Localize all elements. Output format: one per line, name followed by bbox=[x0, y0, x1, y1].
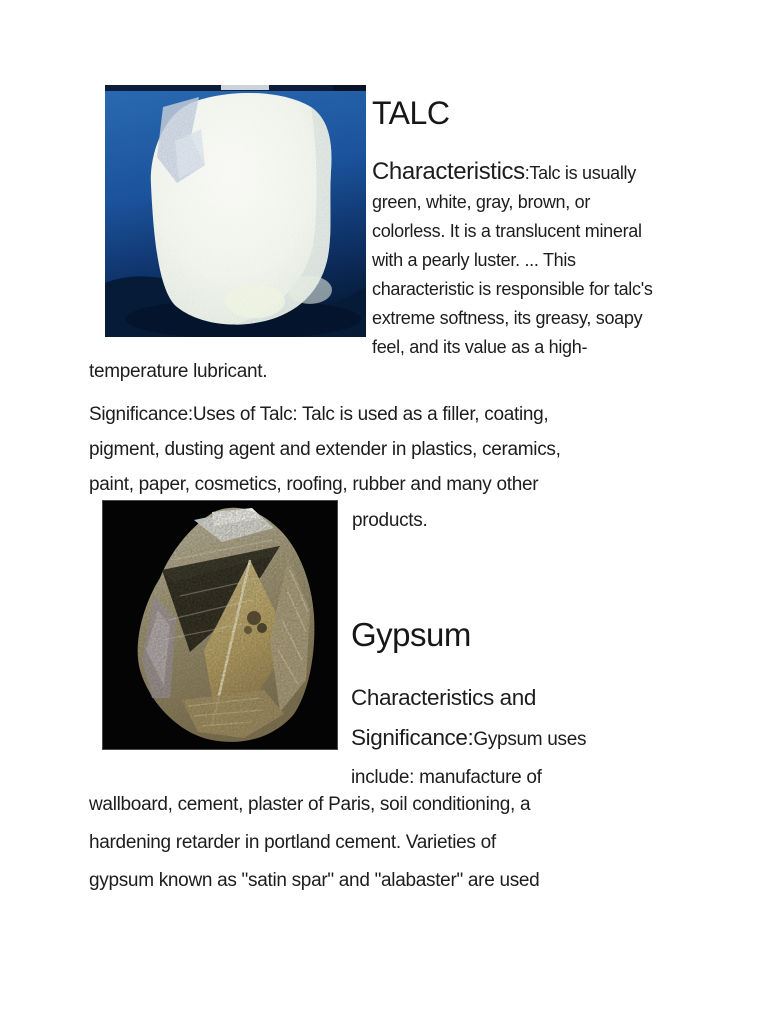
characteristics-and-label: Characteristics and bbox=[351, 685, 536, 710]
significance-label: Significance: bbox=[351, 725, 474, 750]
text-line: with a pearly luster. ... This bbox=[372, 250, 576, 270]
text-line: pigment, dusting agent and extender in plastics, ceramics, bbox=[89, 439, 561, 460]
talc-heading: TALC bbox=[372, 95, 450, 131]
text-line bbox=[351, 719, 586, 759]
talc-characteristics-paragraph bbox=[372, 157, 653, 362]
text-line bbox=[372, 157, 653, 188]
text-line: Significance:Uses of Talc: Talc is used as a filler, coating, bbox=[89, 404, 549, 425]
text-line: feel, and its value as a high- bbox=[372, 337, 588, 357]
gypsum-lead-paragraph bbox=[351, 679, 586, 797]
gypsum-heading: Gypsum bbox=[351, 616, 471, 653]
text-line: gypsum known as "satin spar" and "alabaster" are used bbox=[89, 870, 540, 891]
talc-photo-illustration bbox=[105, 85, 366, 337]
text-line: characteristic is responsible for talc's bbox=[372, 279, 653, 299]
gypsum-photo bbox=[102, 500, 338, 750]
talc-significance-wrap-line: products. bbox=[352, 510, 428, 531]
text-line bbox=[351, 679, 586, 719]
talc-photo bbox=[105, 85, 366, 337]
gypsum-photo-illustration bbox=[102, 500, 338, 750]
characteristics-label: Characteristics bbox=[372, 158, 525, 185]
talc-significance-paragraph bbox=[89, 397, 561, 502]
text-line: paint, paper, cosmetics, roofing, rubber and many other bbox=[89, 474, 539, 495]
talc-characteristics-overflow-line: temperature lubricant. bbox=[89, 361, 268, 382]
text-run: Gypsum uses bbox=[473, 729, 587, 750]
text-line: green, white, gray, brown, or bbox=[372, 192, 591, 212]
text-line: hardening retarder in portland cement. Varieties of bbox=[89, 832, 496, 853]
text-line: extreme softness, its greasy, soapy bbox=[372, 308, 643, 328]
text-line: include: manufacture of bbox=[351, 767, 542, 788]
text-line: wallboard, cement, plaster of Paris, soil conditioning, a bbox=[89, 794, 531, 815]
text-run: :Talc is usually bbox=[524, 163, 636, 183]
gypsum-body-paragraph bbox=[89, 786, 539, 900]
text-line: colorless. It is a translucent mineral bbox=[372, 221, 642, 241]
